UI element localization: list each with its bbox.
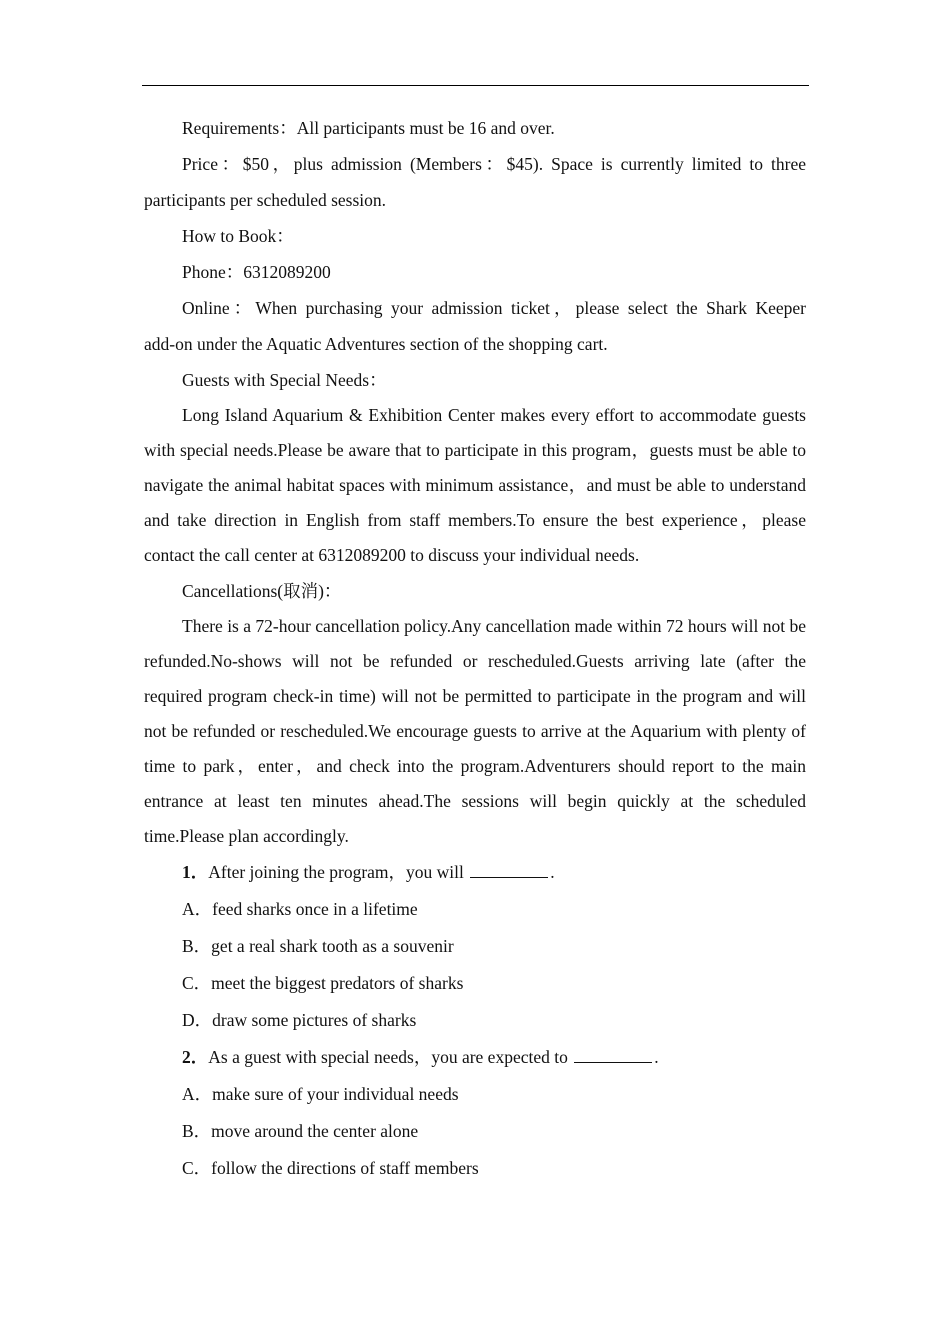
question-number: 2． <box>182 1047 209 1067</box>
answer-blank <box>470 863 548 878</box>
option-c: C．meet the biggest predators of sharks <box>182 973 464 993</box>
header-rule <box>142 85 809 86</box>
option-a: A．feed sharks once in a lifetime <box>182 899 418 919</box>
question-text: As a guest with special needs，you are expected to <box>208 1047 568 1067</box>
document-body <box>144 110 806 1187</box>
question-2-stem <box>144 1039 806 1076</box>
special-needs-paragraph: Long Island Aquarium & Exhibition Center makes every effort to accommodate guests with special needs.Please be aware that to participate in this program，guests must be able to navigate the animal habitat spaces with minimum assistance，and must be able to understand and take direction in English from staff members.To ensure the best experience，please contact the call center at 6312089200 to discuss your individual needs. <box>144 405 806 565</box>
option-d: D．draw some pictures of sharks <box>182 1010 417 1030</box>
cancellations-heading: Cancellations(取消)： <box>182 581 342 601</box>
question-text: After joining the program，you will <box>208 862 464 882</box>
question-1 <box>144 854 806 1039</box>
option-b: B．move around the center alone <box>182 1121 419 1141</box>
requirements-paragraph: Requirements：All participants must be 16 and over. <box>182 118 555 138</box>
question-end: . <box>654 1047 659 1067</box>
option-b: B．get a real shark tooth as a souvenir <box>182 936 454 956</box>
how-to-book-heading: How to Book： <box>182 226 294 246</box>
question-end: . <box>550 862 555 882</box>
question-1-stem <box>144 854 806 891</box>
question-2 <box>144 1039 806 1187</box>
cancellations-paragraph: There is a 72‑hour cancellation policy.Any cancellation made within 72 hours will not be refunded.No‑shows will not be refunded or rescheduled.Guests arriving late (after the required program check‑in time) will not be permitted to participate in the program and will not be refunded or rescheduled.We encourage guests to arrive at the Aquarium with plenty of time to park，enter，and check into the program.Adventurers should report to the main entrance at least ten minutes ahead.The sessions will begin quickly at the scheduled time.Please plan accordingly. <box>144 616 806 846</box>
question-number: 1． <box>182 862 209 882</box>
option-c: C．follow the directions of staff members <box>182 1158 479 1178</box>
special-needs-heading: Guests with Special Needs： <box>182 370 387 390</box>
online-paragraph: Online：When purchasing your admission ticket，please select the Shark Keeper add‑on under the Aquatic Adventures section of the shopping cart. <box>144 298 806 354</box>
answer-blank <box>574 1048 652 1063</box>
option-a: A．make sure of your individual needs <box>182 1084 459 1104</box>
phone-line: Phone：6312089200 <box>182 262 331 282</box>
price-paragraph: Price：$50，plus admission (Members：$45). Space is currently limited to three participants per scheduled session. <box>144 154 806 210</box>
